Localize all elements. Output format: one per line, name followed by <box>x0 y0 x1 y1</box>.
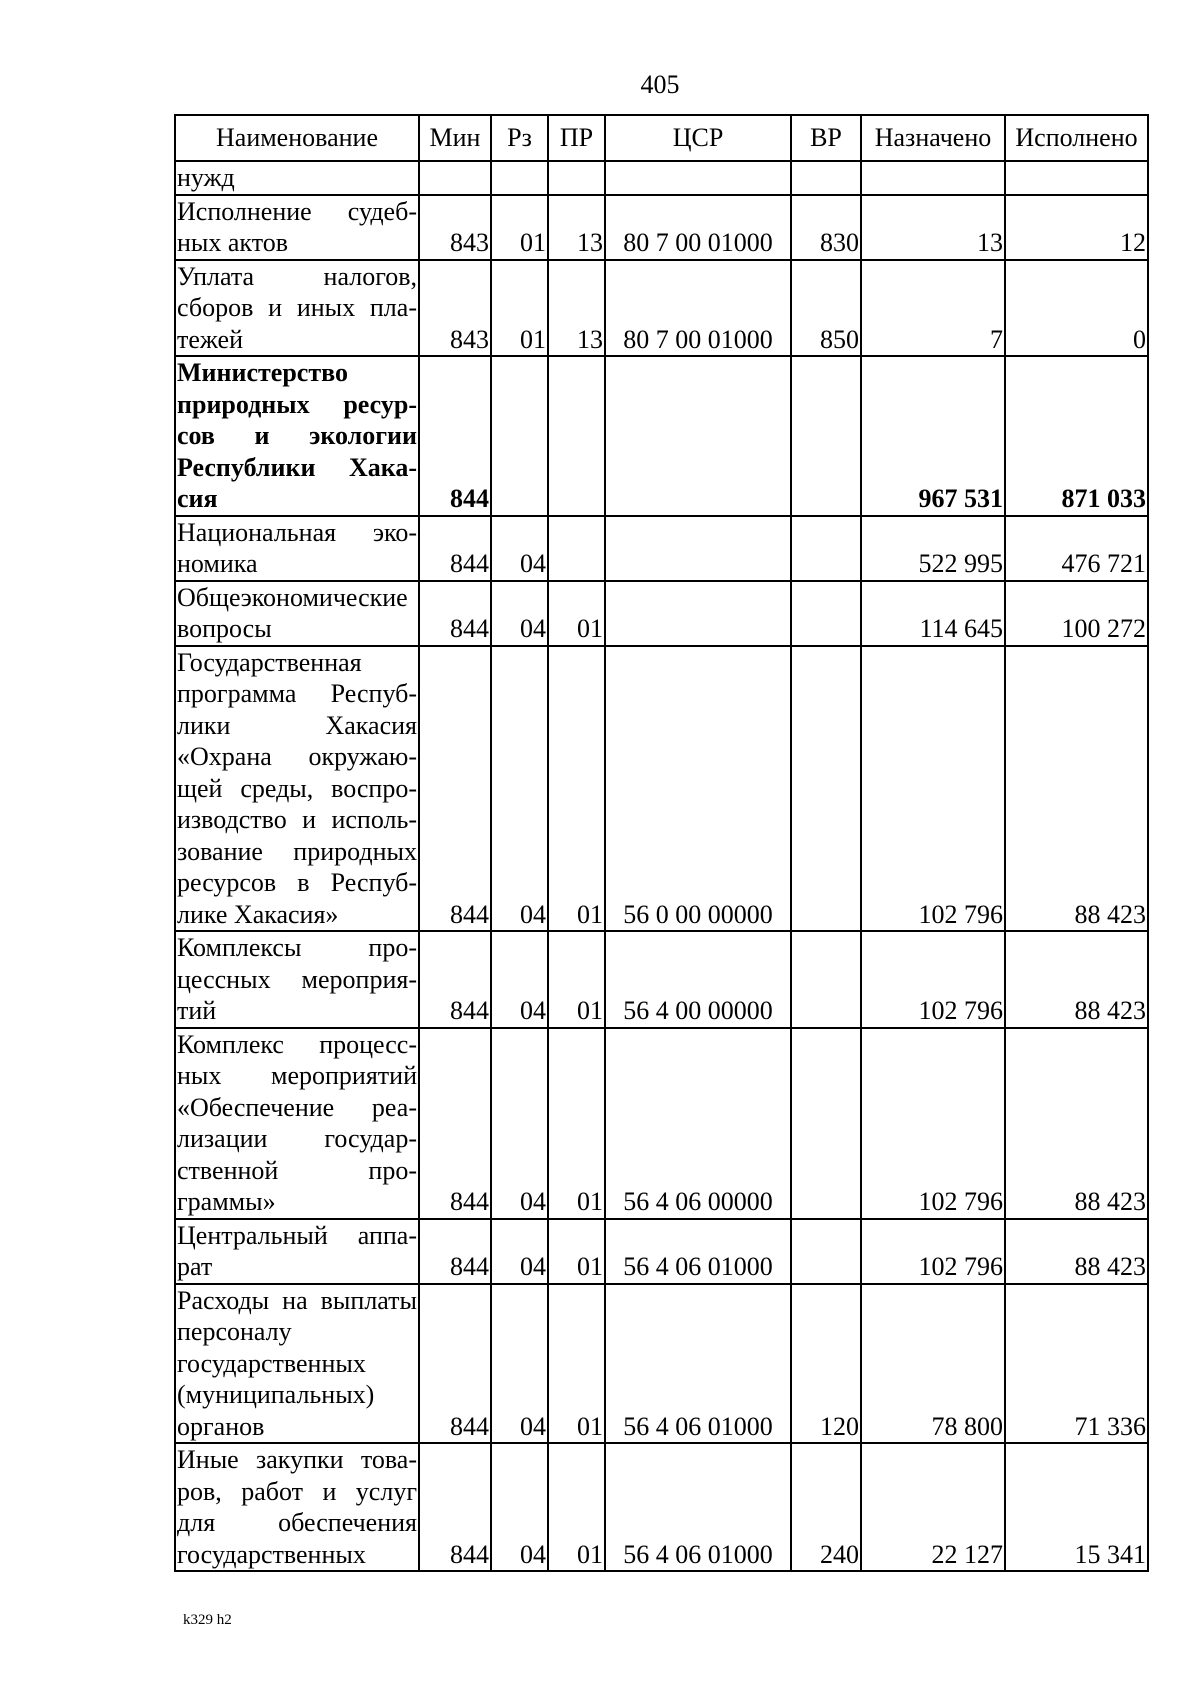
cell-name: Комплекс процессных мероприятий «Обеспечение реализации государственной программы» <box>175 1028 419 1219</box>
cell-name: Исполнение судебных актов <box>175 195 419 260</box>
cell-pr: 01 <box>548 1443 605 1571</box>
header-rz: Рз <box>491 115 548 161</box>
cell-vr: 850 <box>791 260 861 357</box>
cell-executed: 88 423 <box>1005 1028 1148 1219</box>
cell-assigned: 114 645 <box>861 581 1005 646</box>
budget-table <box>174 114 1149 1572</box>
cell-name: нужд <box>175 161 419 195</box>
cell-csr: 56 0 00 00000 <box>605 646 791 932</box>
table-body <box>175 161 1148 1571</box>
cell-vr <box>791 581 861 646</box>
cell-rz <box>491 356 548 516</box>
cell-pr: 01 <box>548 646 605 932</box>
cell-executed: 88 423 <box>1005 646 1148 932</box>
header-assigned: Назначено <box>861 115 1005 161</box>
cell-pr: 01 <box>548 1028 605 1219</box>
cell-assigned: 102 796 <box>861 1219 1005 1284</box>
cell-assigned: 22 127 <box>861 1443 1005 1571</box>
cell-executed: 71 336 <box>1005 1284 1148 1444</box>
cell-vr <box>791 931 861 1028</box>
cell-name: Национальная экономика <box>175 516 419 581</box>
cell-assigned: 7 <box>861 260 1005 357</box>
cell-assigned: 13 <box>861 195 1005 260</box>
cell-csr: 56 4 06 01000 <box>605 1219 791 1284</box>
footer-code: k329 h2 <box>183 1612 232 1628</box>
table-row <box>175 356 1148 516</box>
cell-min: 844 <box>419 516 491 581</box>
cell-min: 844 <box>419 1219 491 1284</box>
cell-rz: 01 <box>491 195 548 260</box>
cell-min <box>419 161 491 195</box>
table-header-row <box>175 115 1148 161</box>
cell-min: 843 <box>419 195 491 260</box>
header-executed: Исполнено <box>1005 115 1148 161</box>
cell-assigned: 522 995 <box>861 516 1005 581</box>
cell-name: Министерство природных ресурсов и экологии Республики Хакасия <box>175 356 419 516</box>
cell-min: 844 <box>419 581 491 646</box>
cell-csr: 56 4 00 00000 <box>605 931 791 1028</box>
cell-rz: 04 <box>491 931 548 1028</box>
table-row <box>175 1028 1148 1219</box>
cell-min: 844 <box>419 356 491 516</box>
cell-executed: 871 033 <box>1005 356 1148 516</box>
cell-executed: 476 721 <box>1005 516 1148 581</box>
cell-executed: 88 423 <box>1005 931 1148 1028</box>
table-row <box>175 931 1148 1028</box>
cell-pr: 13 <box>548 195 605 260</box>
cell-csr <box>605 161 791 195</box>
cell-min: 844 <box>419 1443 491 1571</box>
header-min: Мин <box>419 115 491 161</box>
cell-executed: 12 <box>1005 195 1148 260</box>
header-pr: ПР <box>548 115 605 161</box>
cell-rz: 04 <box>491 1219 548 1284</box>
cell-vr: 830 <box>791 195 861 260</box>
table-row <box>175 516 1148 581</box>
cell-rz: 04 <box>491 1443 548 1571</box>
table-row <box>175 1443 1148 1571</box>
cell-executed <box>1005 161 1148 195</box>
cell-pr <box>548 356 605 516</box>
header-csr: ЦСР <box>605 115 791 161</box>
table-row <box>175 581 1148 646</box>
cell-assigned: 102 796 <box>861 646 1005 932</box>
cell-min: 844 <box>419 646 491 932</box>
cell-csr: 56 4 06 01000 <box>605 1284 791 1444</box>
cell-rz: 04 <box>491 581 548 646</box>
cell-rz: 04 <box>491 646 548 932</box>
cell-name: Комплексы процессных мероприятий <box>175 931 419 1028</box>
cell-pr <box>548 161 605 195</box>
cell-rz <box>491 161 548 195</box>
cell-executed: 88 423 <box>1005 1219 1148 1284</box>
cell-vr <box>791 646 861 932</box>
cell-assigned <box>861 161 1005 195</box>
cell-min: 844 <box>419 1028 491 1219</box>
cell-pr: 01 <box>548 931 605 1028</box>
cell-name: Уплата налогов, сборов и иных платежей <box>175 260 419 357</box>
cell-name: Расходы на выплаты персоналу государственных (муниципальных) органов <box>175 1284 419 1444</box>
cell-name: Центральный аппарат <box>175 1219 419 1284</box>
cell-pr: 01 <box>548 581 605 646</box>
cell-name: Иные закупки товаров, работ и услуг для обеспечения государственных <box>175 1443 419 1571</box>
cell-vr <box>791 161 861 195</box>
cell-rz: 04 <box>491 1028 548 1219</box>
cell-executed: 15 341 <box>1005 1443 1148 1571</box>
cell-vr <box>791 516 861 581</box>
cell-csr: 80 7 00 01000 <box>605 195 791 260</box>
cell-rz: 01 <box>491 260 548 357</box>
table-row <box>175 646 1148 932</box>
cell-assigned: 102 796 <box>861 931 1005 1028</box>
cell-rz: 04 <box>491 1284 548 1444</box>
cell-vr <box>791 1219 861 1284</box>
cell-csr <box>605 581 791 646</box>
cell-executed: 100 272 <box>1005 581 1148 646</box>
header-vr: ВР <box>791 115 861 161</box>
cell-vr <box>791 356 861 516</box>
cell-min: 843 <box>419 260 491 357</box>
cell-min: 844 <box>419 931 491 1028</box>
cell-csr: 80 7 00 01000 <box>605 260 791 357</box>
cell-assigned: 102 796 <box>861 1028 1005 1219</box>
cell-pr <box>548 516 605 581</box>
table-row <box>175 1284 1148 1444</box>
cell-pr: 13 <box>548 260 605 357</box>
page-number: 405 <box>640 70 680 99</box>
table-row <box>175 195 1148 260</box>
cell-csr: 56 4 06 01000 <box>605 1443 791 1571</box>
cell-csr <box>605 356 791 516</box>
table-row <box>175 161 1148 195</box>
table-row <box>175 260 1148 357</box>
cell-vr: 120 <box>791 1284 861 1444</box>
cell-rz: 04 <box>491 516 548 581</box>
header-name: Наименование <box>175 115 419 161</box>
cell-pr: 01 <box>548 1284 605 1444</box>
cell-vr <box>791 1028 861 1219</box>
cell-assigned: 78 800 <box>861 1284 1005 1444</box>
cell-executed: 0 <box>1005 260 1148 357</box>
cell-vr: 240 <box>791 1443 861 1571</box>
cell-name: Общеэкономические вопросы <box>175 581 419 646</box>
cell-pr: 01 <box>548 1219 605 1284</box>
cell-assigned: 967 531 <box>861 356 1005 516</box>
cell-csr: 56 4 06 00000 <box>605 1028 791 1219</box>
table-row <box>175 1219 1148 1284</box>
cell-min: 844 <box>419 1284 491 1444</box>
cell-name: Государственная программа Республики Хакасия «Охрана окружающей среды, воспроизводство и использование природных ресурсов в Республике Хакасия» <box>175 646 419 932</box>
cell-csr <box>605 516 791 581</box>
